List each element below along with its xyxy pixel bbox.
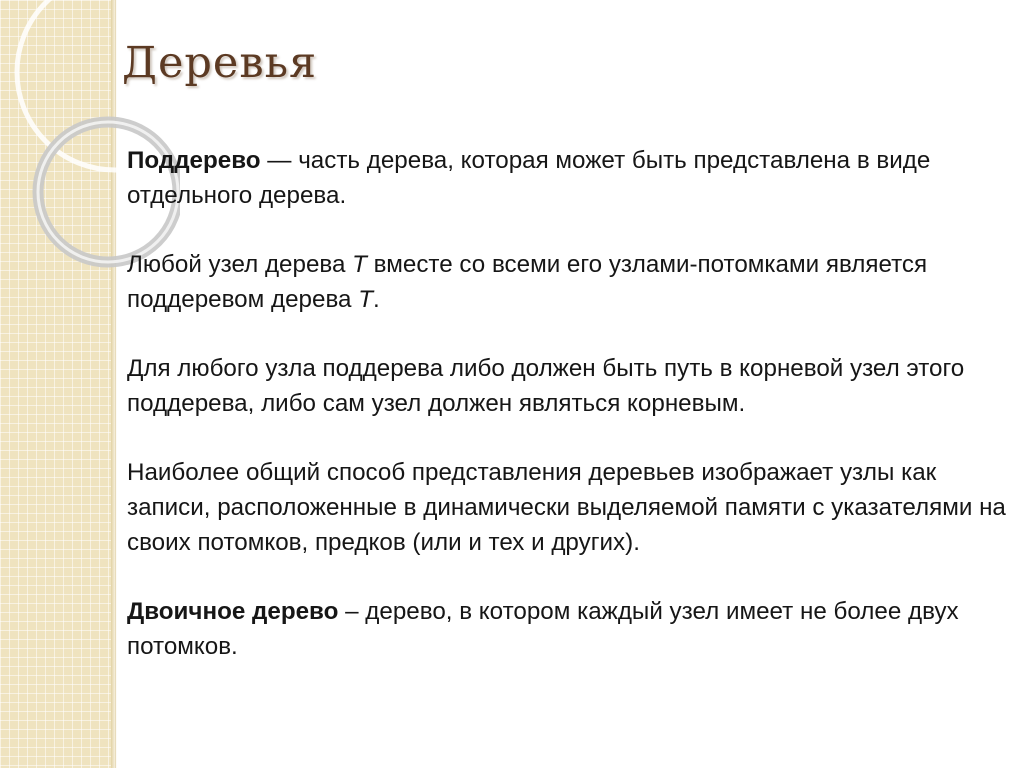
slide-title: Деревья: [122, 38, 318, 88]
term-subtree: Поддерево: [127, 147, 261, 174]
decorative-side-band: [0, 0, 111, 768]
paragraph-node-subtree: [127, 247, 1012, 317]
paragraph-subtree-definition: [127, 143, 1012, 213]
term-binary-tree: Двоичное дерево: [127, 598, 339, 625]
node-subtree-text-a: Любой узел дерева: [127, 251, 353, 278]
side-band-edge: [111, 0, 117, 768]
paragraph-binary-tree: [127, 594, 1012, 664]
node-subtree-text-b: вместе со всеми его узлами-потомками является поддеревом дерева: [127, 251, 928, 313]
binary-tree-definition-text: – дерево, в котором каждый узел имеет не более двух потомков.: [127, 598, 959, 660]
subtree-definition-text: — часть дерева, которая может быть представлена в виде отдельного дерева.: [127, 147, 931, 209]
paragraph-root-path: Для любого узла поддерева либо должен быть путь в корневой узел этого поддерева, либо сам узел должен являться корневым.: [127, 355, 965, 417]
side-band-divider: [115, 0, 116, 768]
slide-body: [127, 143, 1012, 698]
paragraph-tree-representation: Наиболее общий способ представления деревьев изображает узлы как записи, расположенные в динамически выделяемой памяти с указателями на своих потомков, предков (или и тех и других).: [127, 459, 1006, 556]
variable-t: T: [358, 286, 373, 313]
node-subtree-text-c: .: [372, 286, 380, 313]
variable-t: T: [352, 251, 367, 278]
